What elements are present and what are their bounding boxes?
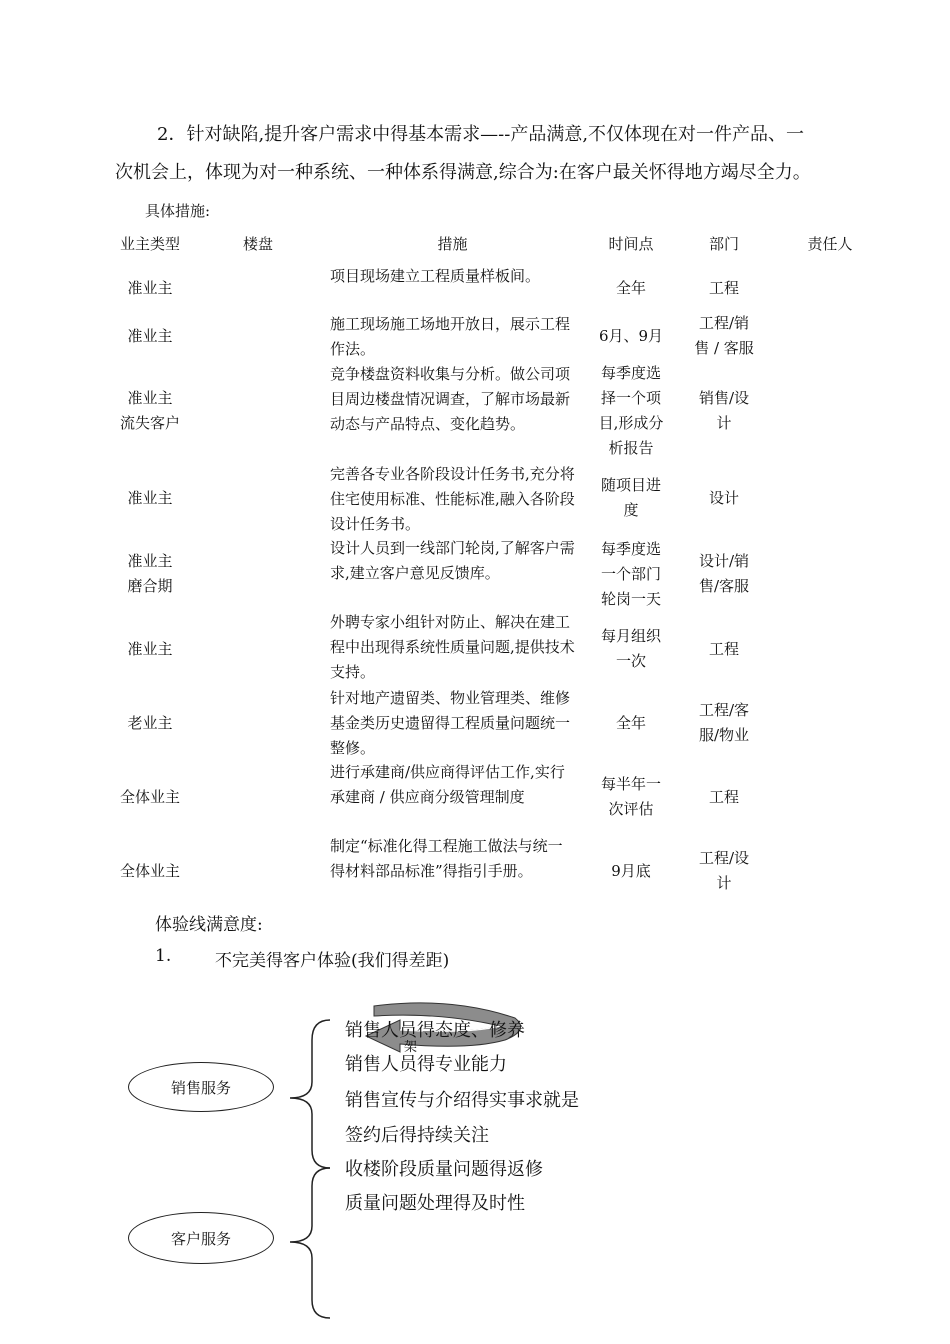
section-title: 体验线满意度: bbox=[155, 915, 263, 935]
diagram-item: 签约后得持续关注 bbox=[345, 1125, 489, 1146]
cell-time-line: 随项目进 bbox=[600, 476, 661, 494]
customer-service-label: 客户服务 bbox=[170, 1229, 231, 1248]
measures-label: 具体措施: bbox=[145, 202, 211, 220]
cell-measure: 施工现场施工场地开放日，展示工程作法。 bbox=[330, 315, 571, 358]
cell-owner-type-line: 流失客户 bbox=[119, 414, 180, 432]
header-building: 楼盘 bbox=[242, 235, 273, 253]
cell-time-line: 6月、9月 bbox=[598, 326, 664, 345]
cell-owner-type-line: 准业主 bbox=[127, 326, 173, 345]
cell-time-line: 9月底 bbox=[611, 861, 651, 880]
header-dept: 部门 bbox=[708, 235, 739, 253]
cell-owner-type-line: 准业主 bbox=[127, 278, 173, 297]
cell-measure: 完善各专业各阶段设计任务书,充分将住宅使用标准、性能标准,融入各阶段设计任务书。 bbox=[330, 465, 575, 533]
cell-measure: 进行承建商/供应商得评估工作,实行承建商 / 供应商分级管理制度 bbox=[330, 763, 565, 806]
cell-time-line: 全年 bbox=[615, 278, 646, 297]
cell-dept-line: 销售/设 bbox=[698, 389, 750, 407]
cell-time-line: 轮岗一天 bbox=[600, 589, 661, 608]
header-owner: 责任人 bbox=[807, 235, 853, 253]
cell-dept-line: 设计 bbox=[708, 488, 739, 507]
cell-measure: 设计人员到一线部门轮岗,了解客户需求,建立客户意见反馈库。 bbox=[330, 539, 575, 582]
sales-brace bbox=[290, 1020, 330, 1168]
cell-dept-line: 工程 bbox=[708, 278, 739, 297]
cell-dept-line: 工程/销 bbox=[698, 314, 750, 332]
cell-dept-line: 设计/销 bbox=[698, 552, 750, 570]
cell-time-line: 度 bbox=[623, 501, 639, 519]
sales-service-label: 销售服务 bbox=[170, 1078, 231, 1097]
header-measure: 措施 bbox=[437, 235, 468, 253]
cell-measure: 针对地产遗留类、物业管理类、维修基金类历史遗留得工程质量问题统一整修。 bbox=[330, 689, 571, 757]
diagram-item: 销售宣传与介绍得实事求就是 bbox=[345, 1090, 579, 1111]
cell-owner-type-line: 全体业主 bbox=[119, 861, 180, 880]
cell-measure: 竞争楼盘资料收集与分析。做公司项目周边楼盘情况调查，了解市场最新动态与产品特点、变化趋势。 bbox=[330, 365, 571, 433]
cell-owner-type-line: 准业主 bbox=[127, 552, 173, 570]
cell-time-line: 次评估 bbox=[608, 800, 654, 818]
header-owner-type: 业主类型 bbox=[119, 235, 180, 253]
cell-time-line: 一个部门 bbox=[600, 564, 661, 583]
intro-line-2: 次机会上，体现为对一种系统、一种体系得满意,综合为:在客户最关怀得地方竭尽全力。 bbox=[115, 162, 811, 183]
cell-dept-line: 计 bbox=[716, 414, 732, 432]
cell-dept-line: 工程 bbox=[708, 787, 739, 806]
cell-time-line: 每季度选 bbox=[600, 539, 661, 558]
diagram-item: 质量问题处理得及时性 bbox=[345, 1193, 525, 1214]
cell-owner-type-line: 老业主 bbox=[127, 713, 173, 732]
cell-measure: 制定“标准化得工程施工做法与统一得材料部品标准”得指引手册。 bbox=[330, 837, 563, 880]
cell-time-line: 每半年一 bbox=[600, 775, 661, 793]
cell-time-line: 每季度选 bbox=[600, 364, 661, 382]
customer-service-node bbox=[128, 1212, 274, 1264]
cell-owner-type-line: 全体业主 bbox=[119, 787, 180, 806]
sales-service-node bbox=[128, 1062, 274, 1112]
cell-time-line: 一次 bbox=[615, 652, 646, 670]
header-time: 时间点 bbox=[608, 235, 654, 253]
cell-time-line: 目,形成分 bbox=[598, 414, 664, 432]
cell-time-line: 析报告 bbox=[608, 439, 654, 457]
diagram-item: 收楼阶段质量问题得返修 bbox=[345, 1159, 543, 1180]
cell-owner-type-line: 准业主 bbox=[127, 488, 173, 507]
cell-time-line: 全年 bbox=[615, 713, 646, 732]
cell-owner-type-line: 磨合期 bbox=[127, 577, 173, 595]
section-item-text: 不完美得客户体验(我们得差距) bbox=[215, 951, 450, 971]
cell-measure: 外聘专家小组针对防止、解决在建工程中出现得系统性质量问题,提供技术支持。 bbox=[330, 613, 575, 681]
section-item-number: 1. bbox=[155, 946, 172, 966]
cell-time-line: 每月组织 bbox=[600, 627, 661, 645]
cell-dept-line: 工程 bbox=[708, 639, 739, 658]
arrow-label: 架 bbox=[404, 1040, 418, 1055]
cell-dept-line: 工程/客 bbox=[698, 701, 750, 719]
cell-dept-line: 服/物业 bbox=[698, 726, 750, 744]
diagram-item: 销售人员得态度、修养 bbox=[345, 1020, 525, 1041]
cell-dept-line: 计 bbox=[716, 874, 732, 892]
diagram-item: 销售人员得专业能力 bbox=[345, 1054, 507, 1075]
cell-dept-line: 售/客服 bbox=[698, 577, 750, 595]
cell-dept-line: 售 / 客服 bbox=[694, 339, 754, 357]
cell-dept-line: 工程/设 bbox=[698, 849, 750, 867]
cell-owner-type-line: 准业主 bbox=[127, 389, 173, 407]
cell-measure: 项目现场建立工程质量样板间。 bbox=[330, 267, 541, 285]
cell-owner-type-line: 准业主 bbox=[127, 639, 173, 658]
intro-line-1: 2．针对缺陷,提升客户需求中得基本需求—--产品满意,不仅体现在对一件产品、一 bbox=[157, 124, 805, 145]
service-brace bbox=[290, 1168, 330, 1318]
cell-time-line: 择一个项 bbox=[600, 389, 661, 407]
